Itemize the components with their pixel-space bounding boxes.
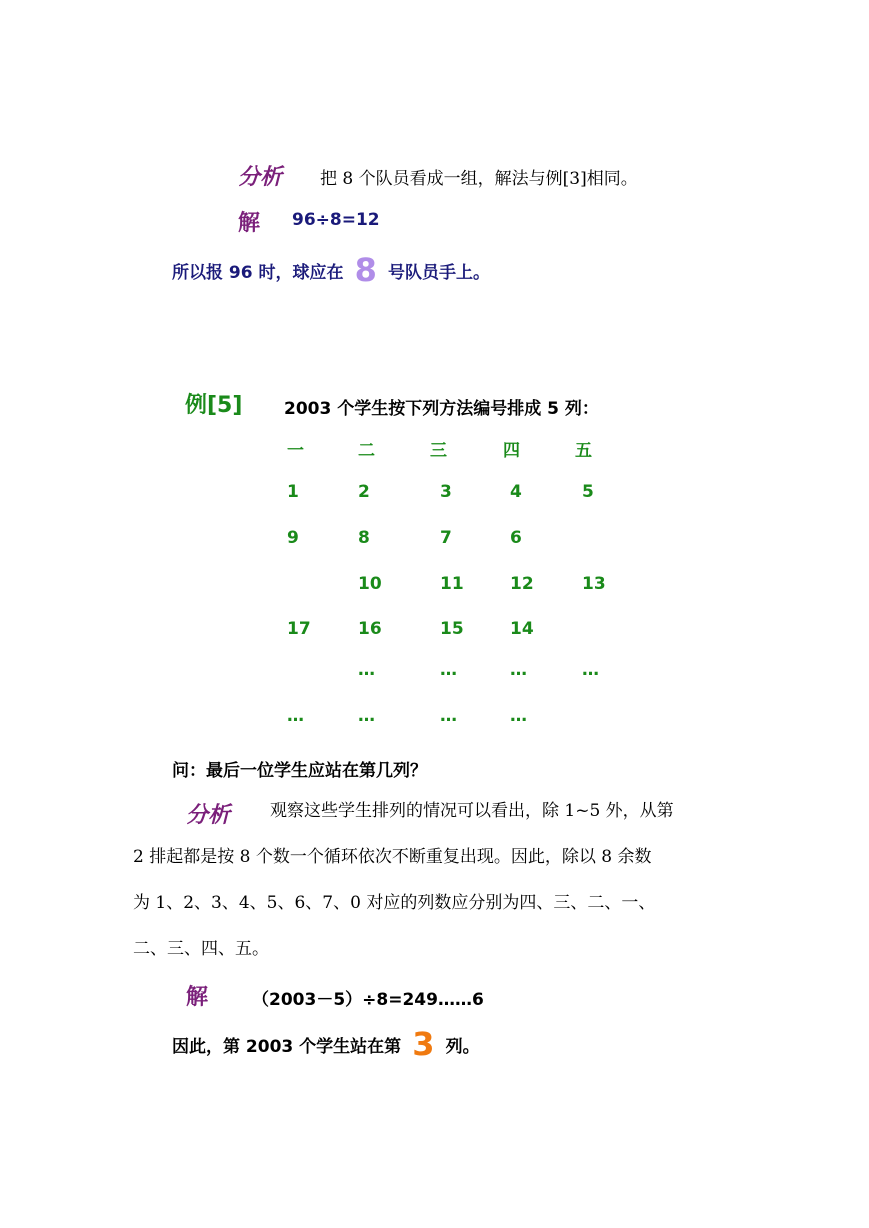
analysis-line: 2 排起都是按 8 个数一个循环依次不断重复出现。因此，除以 8 余数 <box>133 847 652 867</box>
column-header: 四 <box>503 441 520 461</box>
grid-cell: 11 <box>440 574 464 594</box>
analysis-line: 观察这些学生排列的情况可以看出，除 1~5 外，从第 <box>270 801 674 821</box>
grid-cell: … <box>287 706 304 726</box>
analysis-text: 把 8 个队员看成一组，解法与例[3]相同。 <box>320 169 638 189</box>
grid-cell: 12 <box>510 574 534 594</box>
question-text: 问：最后一位学生应站在第几列？ <box>172 761 427 781</box>
grid-cell: 6 <box>510 528 522 548</box>
grid-cell: 17 <box>287 619 311 639</box>
grid-cell: 4 <box>510 482 522 502</box>
grid-cell: 14 <box>510 619 534 639</box>
grid-cell: … <box>358 706 375 726</box>
analysis-label: 分析 <box>238 164 283 190</box>
column-header: 一 <box>287 441 304 461</box>
grid-cell: 15 <box>440 619 464 639</box>
solution-formula: 96÷8=12 <box>292 210 380 230</box>
column-header: 二 <box>358 441 375 461</box>
example-label: 例[5] <box>185 393 243 418</box>
grid-cell: 9 <box>287 528 299 548</box>
grid-cell: 7 <box>440 528 452 548</box>
grid-cell: 16 <box>358 619 382 639</box>
conclusion-line <box>172 248 490 289</box>
grid-cell: 10 <box>358 574 382 594</box>
analysis-line: 为 1、2、3、4、5、6、7、0 对应的列数应分别为四、三、二、一、 <box>133 893 656 913</box>
grid-cell: 1 <box>287 482 299 502</box>
solution-formula: （2003－5）÷8=249……6 <box>252 990 484 1010</box>
grid-cell: 5 <box>582 482 594 502</box>
answer-number: 3 <box>412 1025 435 1063</box>
column-header: 三 <box>430 441 447 461</box>
grid-cell: 2 <box>358 482 370 502</box>
conclusion-before: 所以报 96 时，球应在 <box>172 263 344 283</box>
example-problem: 2003 个学生按下列方法编号排成 5 列： <box>284 399 599 419</box>
grid-cell: … <box>510 706 527 726</box>
grid-cell: 8 <box>358 528 370 548</box>
grid-cell: … <box>358 660 375 680</box>
grid-cell: … <box>510 660 527 680</box>
grid-cell: … <box>440 660 457 680</box>
column-header: 五 <box>575 441 592 461</box>
conclusion-after: 列。 <box>445 1037 480 1057</box>
analysis-label: 分析 <box>186 802 231 828</box>
grid-cell: 3 <box>440 482 452 502</box>
answer-number: 8 <box>354 251 377 289</box>
grid-cell: … <box>440 706 457 726</box>
conclusion-after: 号队员手上。 <box>387 263 490 283</box>
grid-cell: 13 <box>582 574 606 594</box>
solution-label: 解 <box>186 984 209 1010</box>
conclusion-before: 因此，第 2003 个学生站在第 <box>172 1037 402 1057</box>
solution-label: 解 <box>238 210 261 236</box>
grid-cell: … <box>582 660 599 680</box>
analysis-line: 二、三、四、五。 <box>133 939 269 959</box>
conclusion-line <box>172 1022 480 1063</box>
